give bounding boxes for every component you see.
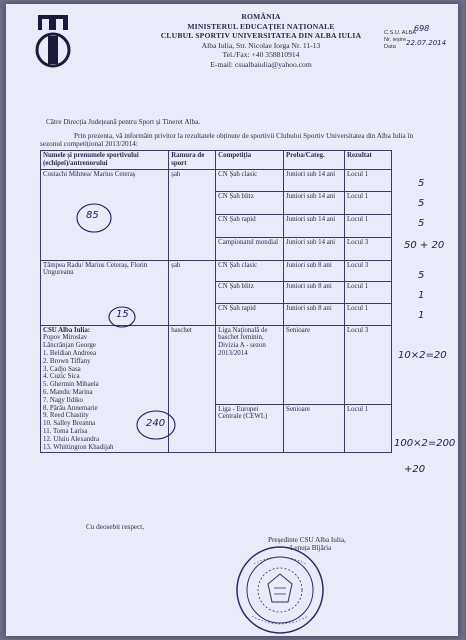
margin-note: 5 xyxy=(418,270,425,281)
document-page xyxy=(6,4,458,636)
team-player: 1. Beldian Andreea xyxy=(43,349,97,357)
header-name: Numele și prenumele sportivului (echipei)/antrenorului xyxy=(41,151,169,170)
result-cell: Locul 1 xyxy=(344,404,391,453)
result-cell: Locul 1 xyxy=(344,169,391,192)
header-result: Rezultat xyxy=(344,151,391,170)
margin-note: +20 xyxy=(404,464,426,475)
competition-cell: Liga - Europei Centrale (CEWL) xyxy=(216,404,284,453)
competition-cell: CN Șah blitz xyxy=(216,192,284,215)
team-player: 5. Ghermin Mihaela xyxy=(43,381,99,389)
result-cell: Locul 3 xyxy=(344,325,391,404)
registration-date: 22.07.2014 xyxy=(406,39,447,47)
sport-cell: șah xyxy=(169,260,216,325)
team-player: 12. Uluiu Alexandra xyxy=(43,435,100,443)
category-cell: Juniori sub 14 ani xyxy=(283,215,344,238)
team-coach: Popov Miroslav xyxy=(43,334,88,342)
csu-logo-icon xyxy=(30,12,78,70)
competition-cell: CN Șah blitz xyxy=(216,282,284,304)
signature-title: Președinte CSU Alba Iulia, xyxy=(268,536,346,544)
registration-number: 698 xyxy=(414,24,430,33)
category-cell: Juniori sub 14 ani xyxy=(283,237,344,260)
competition-cell: CN Șah clasic xyxy=(216,169,284,192)
table-row xyxy=(41,169,392,192)
table-row xyxy=(41,325,392,404)
category-cell: Juniori sub 14 ani xyxy=(283,192,344,215)
team-player: 11. Toma Larisa xyxy=(43,427,88,435)
team-player: 13. Whittington Khadijah xyxy=(43,443,114,451)
competition-cell: CN Șah rapid xyxy=(216,303,284,325)
margin-note: 50 + 20 xyxy=(404,240,445,251)
margin-note: 5 xyxy=(418,218,425,229)
margin-note: 10×2=20 xyxy=(398,350,447,361)
result-cell: Locul 1 xyxy=(344,215,391,238)
category-cell: Senioare xyxy=(283,404,344,453)
registration-label-date: Data xyxy=(384,44,396,50)
result-cell: Locul 1 xyxy=(344,192,391,215)
handwritten-score-1: 85 xyxy=(86,210,99,221)
header-competition: Competiția xyxy=(216,151,284,170)
signature-name: Lenuța Bîjăria xyxy=(290,544,332,553)
sport-cell: baschet xyxy=(169,325,216,453)
margin-note: 1 xyxy=(418,310,425,321)
competition-cell: CN Șah rapid xyxy=(216,215,284,238)
athlete-name: Costachi Mihnea/ Marius Ceteraș xyxy=(41,169,169,260)
category-cell: Senioare xyxy=(283,325,344,404)
handwritten-score-3: 240 xyxy=(146,418,166,429)
table-row xyxy=(41,260,392,282)
team-player: 4. Cuzic Sica xyxy=(43,373,80,381)
registration-label-number: Nr. ieșire xyxy=(384,37,407,43)
team-player: 10. Salley Breanna xyxy=(43,420,96,428)
intro-paragraph: Prin prezenta, vă informăm privitor la rezultatele obținute de sportivii Clubului Sportiv Universitatea din Alba Iulia în sezonul competițional 2013/2014: xyxy=(40,132,414,149)
official-seal-icon xyxy=(234,544,326,636)
result-cell: Locul 1 xyxy=(344,303,391,325)
competition-cell: Campionatul mondial xyxy=(216,237,284,260)
margin-note: 1 xyxy=(418,290,425,301)
registration-stamp xyxy=(384,24,454,51)
salutation: Către Direcția Județeană pentru Sport și Tineret Alba. xyxy=(46,118,201,126)
competition-cell: CN Șah clasic xyxy=(216,260,284,282)
team-coach: Lăncrănjan George xyxy=(43,342,96,350)
sport-cell: șah xyxy=(169,169,216,260)
category-cell: Juniori sub 8 ani xyxy=(283,260,344,282)
competition-cell: Liga Națională de baschet feminin, Divizia A - sezon 2013/2014 xyxy=(216,325,284,404)
header-category: Proba/Categ. xyxy=(283,151,344,170)
registration-label-club: C.S.U. ALBA xyxy=(384,30,417,36)
letterhead-country: ROMÂNIA xyxy=(241,12,281,21)
team-player: 9. Reed Chastity xyxy=(43,412,89,420)
margin-note: 5 xyxy=(418,198,425,209)
letterhead-email: E-mail: csualbaiulia@yahoo.com xyxy=(210,59,312,69)
letterhead xyxy=(106,12,416,70)
category-cell: Juniori sub 8 ani xyxy=(283,282,344,304)
athlete-name: Țâmpea Radu/ Marius Ceteraș, Florin Ungureanu xyxy=(41,260,169,325)
category-cell: Juniori sub 14 ani xyxy=(283,169,344,192)
letterhead-club: CLUBUL SPORTIV UNIVERSITATEA DIN ALBA IULIA xyxy=(160,31,362,41)
letterhead-phone: Tel./Fax: +40 358810914 xyxy=(222,50,300,60)
team-name: CSU Alba Iulia: xyxy=(43,326,91,334)
letterhead-ministry: MINISTERUL EDUCAȚIEI NAȚIONALE xyxy=(187,21,335,31)
header-sport: Ramura de sport xyxy=(169,151,216,170)
margin-note: 100×2=200 xyxy=(394,438,456,449)
category-cell: Juniori sub 8 ani xyxy=(283,303,344,325)
team-player: 8. Părău Annemarie xyxy=(43,404,98,412)
results-table xyxy=(40,150,392,453)
result-cell: Locul 3 xyxy=(344,237,391,260)
margin-note: 5 xyxy=(418,178,425,189)
letterhead-address: Alba Iulia, Str. Nicolae Iorga Nr. 11-13 xyxy=(201,40,321,50)
result-cell: Locul 1 xyxy=(344,282,391,304)
team-player: 7. Nagy Ildiko xyxy=(43,396,83,404)
table-header-row xyxy=(41,151,392,170)
team-player: 3. Cadjo Sasa xyxy=(43,365,81,373)
closing-line: Cu deosebit respect, xyxy=(86,523,145,531)
team-player: 2. Brown Tiffany xyxy=(43,357,91,365)
handwritten-score-2: 15 xyxy=(116,309,129,320)
result-cell: Locul 3 xyxy=(344,260,391,282)
team-player: 6. Mandic Marina xyxy=(43,388,93,396)
